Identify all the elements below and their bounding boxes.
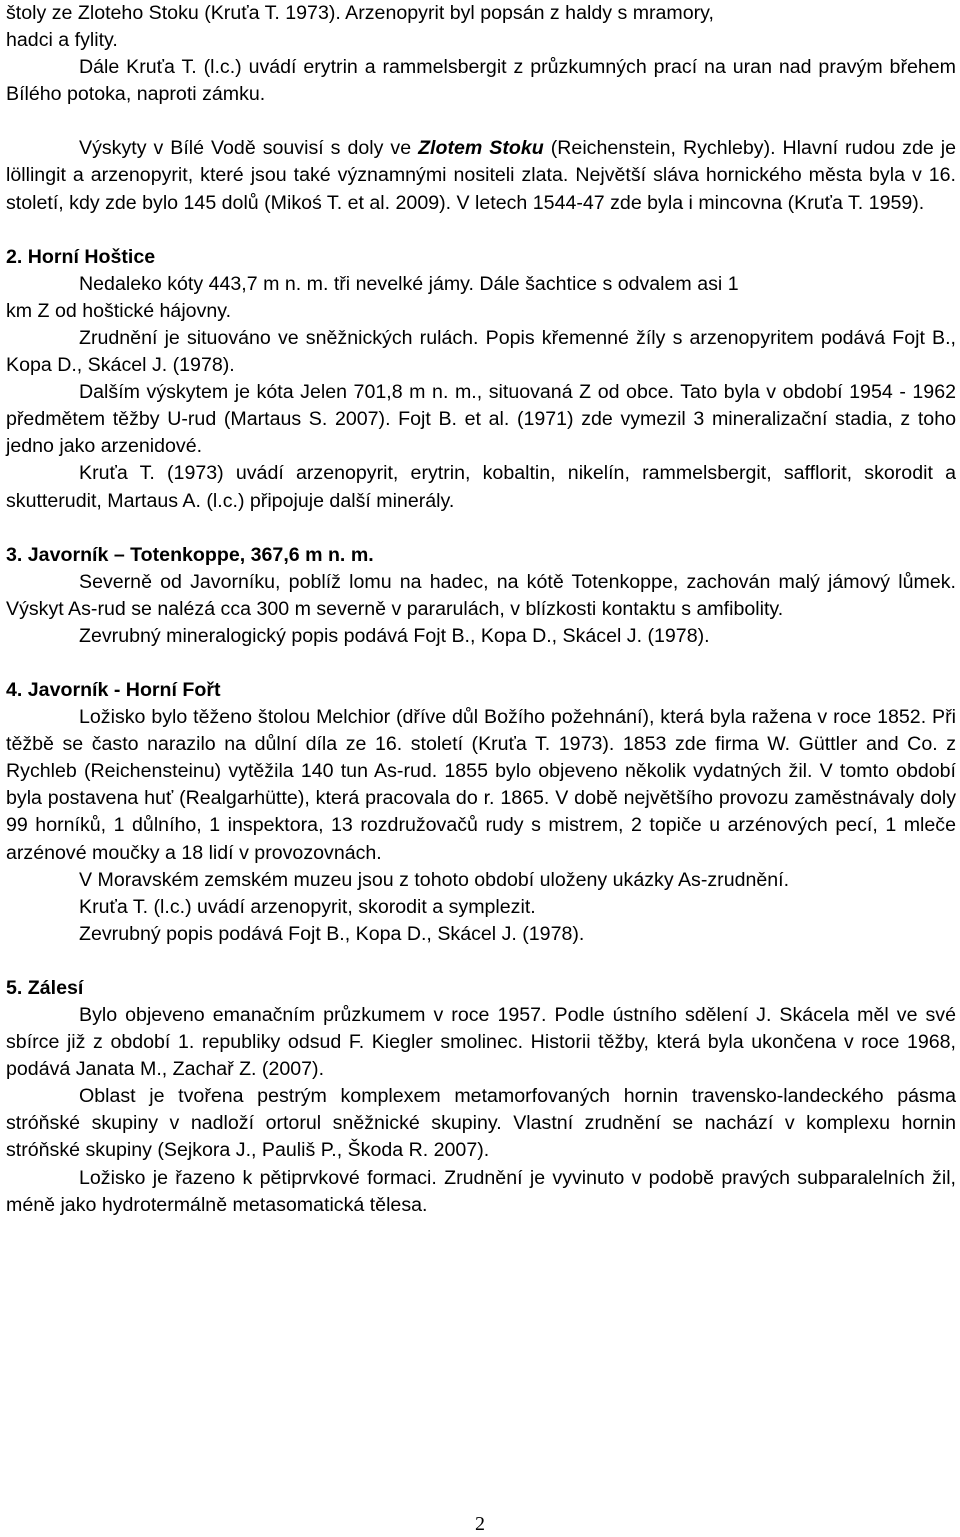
section-3-heading: 3. Javorník – Totenkoppe, 367,6 m n. m. (6, 543, 374, 566)
section-3-paragraph-1: Severně od Javorníku, poblíž lomu na hadec, na kótě Totenkoppe, zachován malý jámový lůmek. Výskyt As-rud se nalézá cca 300 m severně v pararulách, v blízkosti kontaktu s amfibolity. (6, 570, 956, 620)
section-5-paragraph-2: Oblast je tvořena pestrým komplexem metamorfovaných hornin travensko-landeckého pásma stróňské skupiny v nadloží ortorul sněžnické skupiny. Vlastní zrudnění se nachází v komplexu hornin stróňské skupiny (Sejkora J., Pauliš P., Škoda R. 2007). (6, 1085, 956, 1162)
intro-p3-text-c: (Reichenstein, Rychleby). Hlavní rudou zde je löllingit a arzenopyrit, které jsou také významnými nositeli zlata. Největší sláva hornického města byla v 16. století, kdy zde bylo 145 dolů (Mikoś T. et al. 2009). V letech 1544-47 zde byla i mincovna (Kruťa T. 1959). (6, 137, 956, 214)
section-2-line-2: km Z od hoštické hájovny. (6, 299, 232, 322)
spacer (6, 515, 956, 542)
section-4-paragraph-3: Kruťa T. (l.c.) uvádí arzenopyrit, skorodit a symplezit. (79, 895, 536, 918)
intro-p3-emphasis: Zlotem Stoku (418, 137, 544, 160)
section-4-heading: 4. Javorník - Horní Fořt (6, 678, 221, 701)
section-2-paragraph-3: Dalším výskytem je kóta Jelen 701,8 m n. m., situovaná Z od obce. Tato byla v období 1954 - 1962 předmětem těžby U-rud (Martaus S. 2007). Fojt B. et al. (1971) zde vymezil 3 mineralizační stadia, z toho jedno jako arzenidové. (6, 381, 956, 458)
document-page (6, 0, 956, 1219)
intro-paragraph-2: Dále Kruťa T. (l.c.) uvádí erytrin a rammelsbergit z průzkumných prací na uran nad pravým břehem Bílého potoka, naproti zámku. (6, 56, 956, 106)
intro-line-1: štoly ze Zloteho Stoku (Kruťa T. 1973). Arzenopyrit byl popsán z haldy s mramory, (6, 2, 714, 24)
section-5-heading: 5. Zálesí (6, 976, 84, 999)
intro-line-2: hadci a fylity. (6, 29, 118, 52)
section-4-paragraph-4: Zevrubný popis podává Fojt B., Kopa D., Skácel J. (1978). (79, 922, 585, 945)
page-number: 2 (475, 1513, 485, 1535)
section-2-paragraph-2: Zrudnění je situováno ve sněžnických rulách. Popis křemenné žíly s arzenopyritem podává Fojt B., Kopa D., Skácel J. (1978). (6, 326, 956, 377)
section-4-paragraph-1: Ložisko bylo těženo štolou Melchior (dříve důl Božího požehnání), která byla ražena v roce 1852. Při těžbě se často narazilo na důlní díla ze 16. století (Kruťa T. 1973). 1853 zde firma W. Güttler and Co. z Rychleb (Reichensteinu) vytěžila 140 tun As-rud. 1855 bylo objeveno několik vydatných žil. V tomto období byla postavena huť (Realgarhütte), která pracovala do r. 1865. V době největšího provozu zaměstnávaly doly 99 horníků, 1 důlního, 1 inspektora, 13 rozdružovačů rudy s mistrem, 2 topiče u arzénových pecí, 1 mleče arzénové moučky a 18 lidí v provozovnách. (6, 706, 956, 864)
spacer (6, 650, 956, 677)
section-2-heading: 2. Horní Hoštice (6, 245, 156, 268)
spacer (6, 948, 956, 975)
section-3-paragraph-2: Zevrubný mineralogický popis podává Fojt B., Kopa D., Skácel J. (1978). (79, 624, 710, 647)
intro-p3-text-a: Výskyty v Bílé Vodě souvisí s doly ve (79, 137, 419, 160)
section-2-paragraph-4: Kruťa T. (1973) uvádí arzenopyrit, erytrin, kobaltin, nikelín, rammelsbergit, safflorit, skorodit a skutterudit, Martaus A. (l.c.) připojuje další minerály. (6, 462, 956, 512)
spacer (6, 108, 956, 135)
intro-paragraph-3 (6, 135, 956, 216)
section-2-line-1: Nedaleko kóty 443,7 m n. m. tři nevelké jámy. Dále šachtice s odvalem asi 1 (79, 272, 739, 295)
section-4-paragraph-2: V Moravském zemském muzeu jsou z tohoto období uloženy ukázky As-zrudnění. (79, 868, 790, 891)
spacer (6, 217, 956, 244)
section-5-paragraph-3: Ložisko je řazeno k pětiprvkové formaci. Zrudnění je vyvinuto v podobě pravých subparalelních žil, méně jako hydrotermálně metasomatická tělesa. (6, 1166, 956, 1216)
section-5-paragraph-1: Bylo objeveno emanačním průzkumem v roce 1957. Podle ústního sdělení J. Skácela měl ve své sbírce již z období 1. republiky odsud F. Kiegler smolinec. Historii těžby, která byla ukončena v roce 1968, podává Janata M., Zachař Z. (2007). (6, 1004, 956, 1081)
